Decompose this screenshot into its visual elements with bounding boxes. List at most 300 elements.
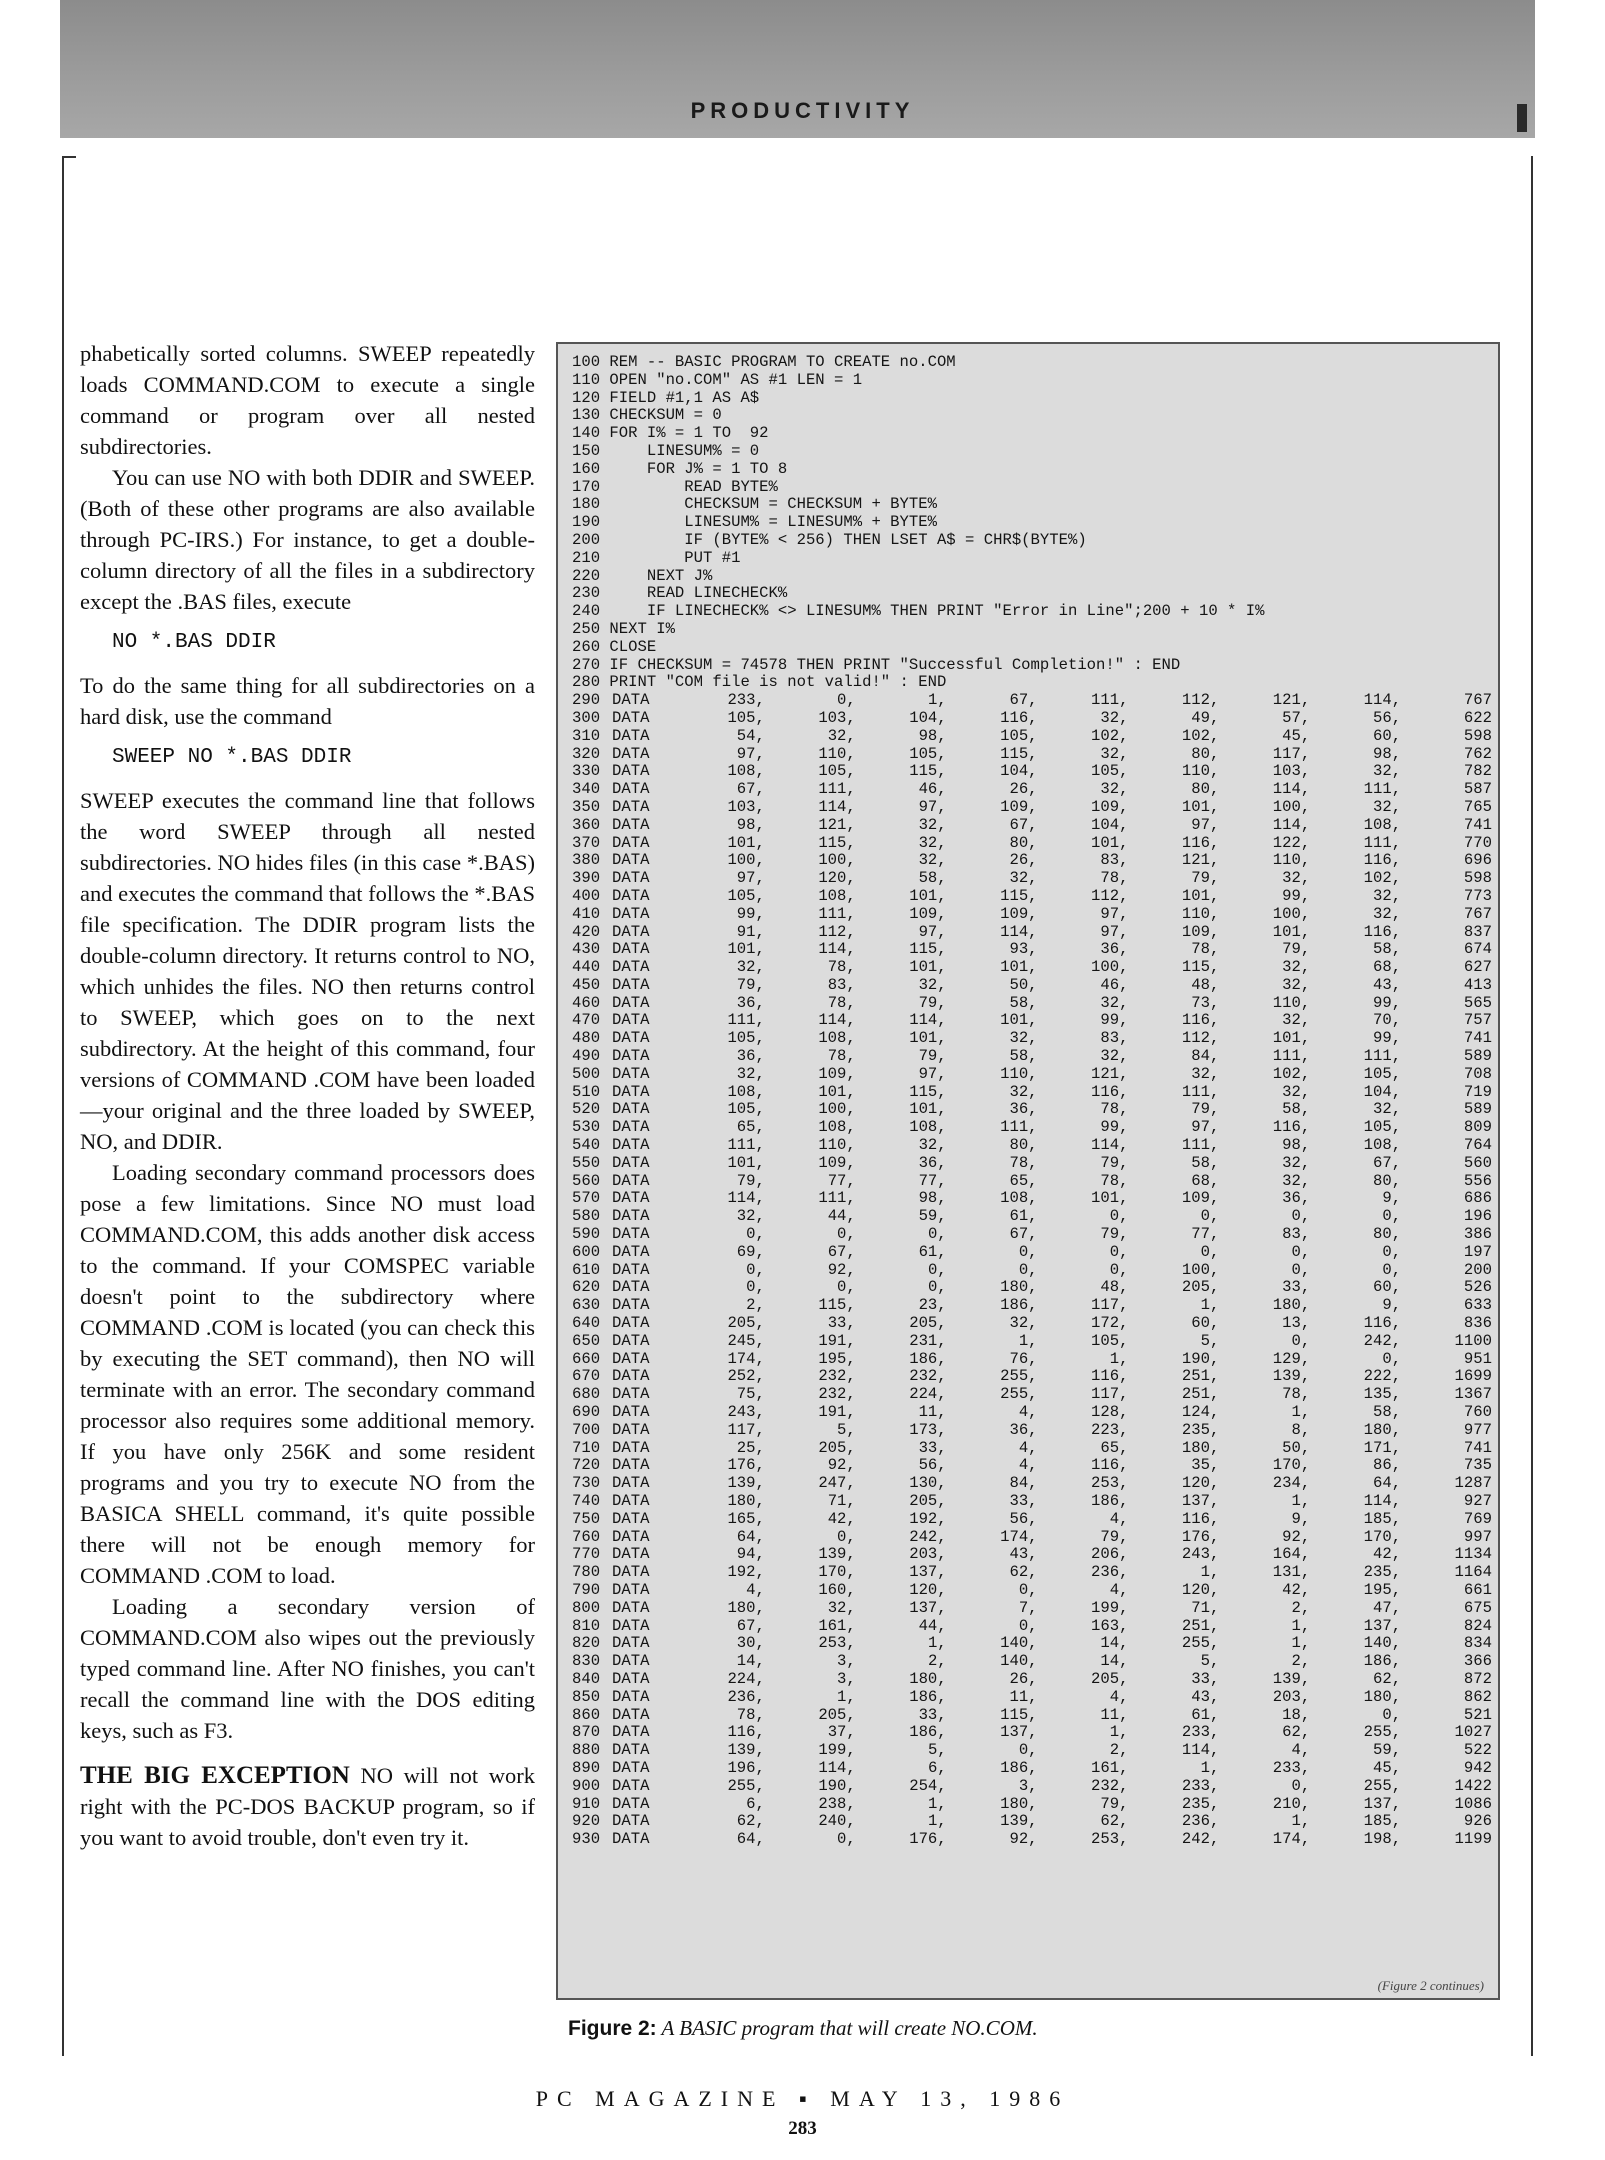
data-keyword: DATA (612, 1278, 650, 1297)
byte-value: 0, (1109, 1242, 1129, 1261)
byte-value: 255, (1363, 1723, 1402, 1742)
data-line (572, 906, 1492, 924)
data-line (572, 1618, 1492, 1636)
data-line (572, 1422, 1492, 1440)
byte-value: 205, (818, 1705, 856, 1724)
byte-value: 170, (818, 1563, 856, 1582)
byte-value: 5, (1200, 1331, 1220, 1350)
line-checksum: 587 (1463, 780, 1492, 799)
byte-value: 105, (1363, 1064, 1402, 1083)
byte-value: 1, (837, 1687, 856, 1706)
data-keyword: DATA (612, 1741, 650, 1760)
byte-value: 224, (727, 1669, 765, 1688)
byte-value: 180, (1363, 1687, 1402, 1706)
byte-value: 114, (818, 797, 856, 816)
byte-value: 37, (827, 1723, 856, 1742)
line-number: 650 (572, 1331, 601, 1350)
byte-value: 117, (1272, 744, 1311, 763)
byte-value: 0, (746, 1278, 765, 1297)
byte-value: 32, (1373, 886, 1402, 905)
byte-value: 174, (727, 1349, 765, 1368)
data-keyword: DATA (612, 1634, 650, 1653)
line-checksum: 760 (1463, 1403, 1492, 1422)
data-line (572, 692, 1492, 710)
byte-value: 92, (1009, 1830, 1038, 1849)
byte-value: 32, (1100, 1047, 1129, 1066)
line-number: 670 (572, 1367, 601, 1386)
section-title: PRODUCTIVITY (690, 98, 915, 123)
byte-value: 0, (1382, 1207, 1402, 1226)
byte-value: 190, (818, 1776, 856, 1795)
data-keyword: DATA (612, 886, 650, 905)
data-keyword: DATA (612, 1598, 650, 1617)
byte-value: 109, (1000, 797, 1038, 816)
code-line: 130 CHECKSUM = 0 (572, 406, 722, 425)
line-checksum: 197 (1463, 1242, 1492, 1261)
line-checksum: 661 (1463, 1580, 1492, 1599)
byte-value: 116, (1363, 922, 1402, 941)
data-line (572, 1582, 1492, 1600)
byte-value: 114, (818, 940, 856, 959)
byte-value: 42, (1282, 1580, 1311, 1599)
byte-value: 102, (1272, 1064, 1311, 1083)
byte-value: 139, (727, 1741, 765, 1760)
byte-value: 140, (1000, 1634, 1038, 1653)
section-heading-text: NO will not work right with the PC-DOS BACKUP program, so if you want to avoid trouble, don't even try it. (80, 1763, 535, 1850)
data-keyword: DATA (612, 691, 650, 710)
byte-value: 101, (1000, 1011, 1038, 1030)
byte-value: 129, (1272, 1349, 1311, 1368)
byte-value: 186, (1363, 1652, 1402, 1671)
byte-value: 67, (1009, 815, 1038, 834)
line-number: 800 (572, 1598, 601, 1617)
byte-value: 4, (1109, 1687, 1129, 1706)
byte-value: 60, (1373, 726, 1402, 745)
byte-value: 160, (818, 1580, 856, 1599)
data-line (572, 1244, 1492, 1262)
byte-value: 238, (818, 1794, 856, 1813)
line-checksum: 977 (1463, 1420, 1492, 1439)
data-keyword: DATA (612, 1331, 650, 1350)
code-line: 260 CLOSE (572, 637, 657, 656)
byte-value: 180, (1363, 1420, 1402, 1439)
data-line (572, 1333, 1492, 1351)
byte-value: 111, (1363, 833, 1402, 852)
line-number: 660 (572, 1349, 601, 1368)
byte-value: 165, (727, 1509, 765, 1528)
byte-value: 97, (1191, 1118, 1220, 1137)
byte-value: 112, (1181, 691, 1220, 710)
byte-value: 32, (827, 726, 856, 745)
byte-value: 105, (727, 886, 765, 905)
line-number: 450 (572, 975, 601, 994)
byte-value: 78, (1009, 1153, 1038, 1172)
byte-value: 199, (1091, 1598, 1129, 1617)
byte-value: 243, (727, 1403, 765, 1422)
data-keyword: DATA (612, 762, 650, 781)
byte-value: 1, (1200, 1296, 1220, 1315)
data-line (572, 817, 1492, 835)
byte-value: 251, (1181, 1367, 1220, 1386)
byte-value: 44, (827, 1207, 856, 1226)
byte-value: 233, (1181, 1776, 1220, 1795)
byte-value: 137, (1181, 1492, 1220, 1510)
byte-value: 105, (727, 1100, 765, 1119)
byte-value: 100, (818, 1100, 856, 1119)
byte-value: 210, (1272, 1794, 1311, 1813)
byte-value: 135, (1363, 1385, 1402, 1404)
byte-value: 105, (1000, 726, 1038, 745)
data-keyword: DATA (612, 1403, 650, 1422)
byte-value: 111, (1181, 1082, 1220, 1101)
byte-value: 1, (927, 1634, 947, 1653)
data-keyword: DATA (612, 1509, 650, 1528)
byte-value: 43, (1009, 1545, 1038, 1564)
byte-value: 116, (1091, 1456, 1129, 1475)
byte-value: 104, (909, 708, 947, 727)
data-line (572, 1529, 1492, 1547)
byte-value: 111, (818, 904, 856, 923)
byte-value: 0, (927, 1225, 947, 1244)
byte-value: 0, (1200, 1207, 1220, 1226)
byte-value: 120, (1181, 1474, 1220, 1493)
line-checksum: 556 (1463, 1171, 1492, 1190)
byte-value: 26, (1009, 780, 1038, 799)
data-keyword: DATA (612, 780, 650, 799)
data-keyword: DATA (612, 1047, 650, 1066)
byte-value: 101, (909, 886, 947, 905)
data-keyword: DATA (612, 1367, 650, 1386)
byte-value: 0, (1291, 1207, 1311, 1226)
data-line (572, 1796, 1492, 1814)
byte-value: 99, (1373, 1029, 1402, 1048)
data-line (572, 781, 1492, 799)
line-checksum: 589 (1463, 1047, 1492, 1066)
byte-value: 116, (1181, 1509, 1220, 1528)
byte-value: 1, (1200, 1758, 1220, 1777)
byte-value: 32, (736, 1207, 765, 1226)
byte-value: 140, (1363, 1634, 1402, 1653)
byte-value: 1, (927, 1794, 947, 1813)
line-checksum: 741 (1463, 1438, 1492, 1457)
byte-value: 0, (1291, 1260, 1311, 1279)
byte-value: 120, (909, 1580, 947, 1599)
byte-value: 2, (1291, 1598, 1311, 1617)
byte-value: 0, (1382, 1705, 1402, 1724)
byte-value: 59, (1373, 1741, 1402, 1760)
byte-value: 108, (818, 1029, 856, 1048)
line-number: 400 (572, 886, 601, 905)
data-line (572, 941, 1492, 959)
byte-value: 4, (1018, 1456, 1038, 1475)
byte-value: 111, (1272, 1047, 1311, 1066)
byte-value: 235, (1363, 1563, 1402, 1582)
line-number: 700 (572, 1420, 601, 1439)
byte-value: 186, (1000, 1758, 1038, 1777)
line-checksum: 633 (1463, 1296, 1492, 1315)
code-line: 180 CHECKSUM = CHECKSUM + BYTE% (572, 495, 937, 514)
byte-value: 111, (727, 1136, 765, 1155)
line-number: 330 (572, 762, 601, 781)
byte-value: 67, (736, 1616, 765, 1635)
byte-value: 98, (918, 1189, 947, 1208)
byte-value: 65, (736, 1118, 765, 1137)
code-line: 280 PRINT "COM file is not valid!" : END (572, 673, 947, 692)
byte-value: 35, (1191, 1456, 1220, 1475)
right-border-rule (1531, 156, 1533, 2056)
byte-value: 104, (1091, 815, 1129, 834)
line-number: 630 (572, 1296, 601, 1315)
byte-value: 83, (1282, 1225, 1311, 1244)
data-line (572, 1262, 1492, 1280)
byte-value: 111, (1091, 691, 1129, 710)
line-number: 780 (572, 1563, 601, 1582)
byte-value: 109, (1000, 904, 1038, 923)
data-line (572, 1475, 1492, 1493)
byte-value: 36, (736, 993, 765, 1012)
byte-value: 32, (1100, 780, 1129, 799)
line-checksum: 764 (1463, 1136, 1492, 1155)
data-line (572, 1101, 1492, 1119)
byte-value: 180, (1000, 1278, 1038, 1297)
byte-value: 14, (736, 1652, 765, 1671)
byte-value: 60, (1373, 1278, 1402, 1297)
data-keyword: DATA (612, 940, 650, 959)
byte-value: 36, (1100, 940, 1129, 959)
byte-value: 116, (1181, 1011, 1220, 1030)
byte-value: 115, (909, 1082, 947, 1101)
byte-value: 105, (727, 708, 765, 727)
byte-value: 111, (727, 1011, 765, 1030)
byte-value: 243, (1181, 1545, 1220, 1564)
byte-value: 111, (1181, 1136, 1220, 1155)
byte-value: 32, (918, 975, 947, 994)
byte-value: 78, (1282, 1385, 1311, 1404)
byte-value: 116, (1363, 851, 1402, 870)
byte-value: 48, (1191, 975, 1220, 994)
byte-value: 79, (1100, 1225, 1129, 1244)
page-number: 283 (788, 2118, 817, 2139)
byte-value: 6, (746, 1794, 765, 1813)
byte-value: 100, (727, 851, 765, 870)
byte-value: 196, (727, 1758, 765, 1777)
byte-value: 71, (1191, 1598, 1220, 1617)
byte-value: 100, (818, 851, 856, 870)
byte-value: 109, (1181, 922, 1220, 941)
line-number: 530 (572, 1118, 601, 1137)
data-line (572, 1635, 1492, 1653)
byte-value: 49, (1191, 708, 1220, 727)
code-line: 250 NEXT I% (572, 619, 675, 638)
byte-value: 234, (1272, 1474, 1311, 1493)
byte-value: 100, (1181, 1260, 1220, 1279)
byte-value: 245, (727, 1331, 765, 1350)
byte-value: 97, (918, 922, 947, 941)
code-line: 170 READ BYTE% (572, 477, 778, 496)
byte-value: 30, (736, 1634, 765, 1653)
line-number: 560 (572, 1171, 601, 1190)
byte-value: 255, (1000, 1367, 1038, 1386)
byte-value: 54, (736, 726, 765, 745)
byte-value: 105, (818, 762, 856, 781)
data-keyword: DATA (612, 1669, 650, 1688)
byte-value: 115, (909, 940, 947, 959)
byte-value: 104, (1363, 1082, 1402, 1101)
line-number: 910 (572, 1794, 601, 1813)
byte-value: 251, (1181, 1616, 1220, 1635)
data-keyword: DATA (612, 1527, 650, 1546)
data-keyword: DATA (612, 1456, 650, 1475)
byte-value: 32, (827, 1598, 856, 1617)
line-number: 640 (572, 1314, 601, 1333)
byte-value: 232, (818, 1367, 856, 1386)
line-number: 480 (572, 1029, 601, 1048)
data-line (572, 1279, 1492, 1297)
byte-value: 71, (827, 1492, 856, 1510)
byte-value: 45, (1282, 726, 1311, 745)
byte-value: 11, (918, 1403, 947, 1422)
byte-value: 78, (827, 958, 856, 977)
byte-value: 101, (1272, 922, 1311, 941)
byte-value: 114, (727, 1189, 765, 1208)
byte-value: 114, (818, 1011, 856, 1030)
data-line (572, 1724, 1492, 1742)
byte-value: 83, (1100, 851, 1129, 870)
byte-value: 83, (1100, 1029, 1129, 1048)
byte-value: 13, (1282, 1314, 1311, 1333)
byte-value: 79, (1191, 869, 1220, 888)
article-paragraphs-1 (80, 338, 535, 617)
byte-value: 97, (918, 797, 947, 816)
byte-value: 247, (818, 1474, 856, 1493)
byte-value: 180, (1181, 1438, 1220, 1457)
byte-value: 186, (909, 1687, 947, 1706)
byte-value: 1, (1200, 1563, 1220, 1582)
byte-value: 101, (1181, 797, 1220, 816)
byte-value: 109, (1181, 1189, 1220, 1208)
byte-value: 48, (1100, 1278, 1129, 1297)
byte-value: 122, (1272, 833, 1311, 852)
line-checksum: 696 (1463, 851, 1492, 870)
line-number: 320 (572, 744, 601, 763)
line-checksum: 782 (1463, 762, 1492, 781)
line-number: 340 (572, 780, 601, 799)
byte-value: 56, (1373, 708, 1402, 727)
data-keyword: DATA (612, 1225, 650, 1244)
byte-value: 115, (1000, 1705, 1038, 1724)
byte-value: 191, (818, 1403, 856, 1422)
byte-value: 101, (1181, 886, 1220, 905)
byte-value: 121, (1091, 1064, 1129, 1083)
line-number: 420 (572, 922, 601, 941)
byte-value: 105, (727, 1029, 765, 1048)
byte-value: 32, (918, 815, 947, 834)
line-checksum: 927 (1463, 1492, 1492, 1510)
byte-value: 5, (927, 1741, 947, 1760)
article-paragraph: Loading secondary command processors does pose a few limitations. Since NO must load COMMAND.COM, this adds another disk access to the command. If your COMSPEC variable doesn't point to the subdirectory where COMMAND .COM is located (you can check this by executing the SET command), then NO will terminate with an error. The secondary command processor also requires some additional memory. If you have only 256K and some resident programs and you try to execute NO from the BASICA SHELL command, it's quite possible there will not be enough memory for COMMAND .COM to load. (80, 1160, 535, 1588)
line-number: 370 (572, 833, 601, 852)
byte-value: 232, (1091, 1776, 1129, 1795)
data-line (572, 799, 1492, 817)
byte-value: 32, (1282, 1082, 1311, 1101)
line-checksum: 767 (1463, 904, 1492, 923)
line-number: 860 (572, 1705, 601, 1724)
byte-value: 0, (1109, 1207, 1129, 1226)
data-line (572, 977, 1492, 995)
byte-value: 101, (1091, 833, 1129, 852)
byte-value: 236, (727, 1687, 765, 1706)
byte-value: 116, (1000, 708, 1038, 727)
byte-value: 205, (1091, 1669, 1129, 1688)
byte-value: 101, (727, 833, 765, 852)
byte-value: 92, (827, 1260, 856, 1279)
byte-value: 180, (1000, 1794, 1038, 1813)
line-checksum: 862 (1463, 1687, 1492, 1706)
data-line (572, 1707, 1492, 1725)
data-line (572, 1030, 1492, 1048)
data-line (572, 1173, 1492, 1191)
byte-value: 67, (736, 780, 765, 799)
data-line (572, 1386, 1492, 1404)
byte-value: 1, (1291, 1616, 1311, 1635)
byte-value: 32, (1282, 1153, 1311, 1172)
byte-value: 170, (1363, 1527, 1402, 1546)
data-line (572, 1066, 1492, 1084)
data-line (572, 1493, 1492, 1511)
byte-value: 58, (918, 869, 947, 888)
byte-value: 11, (1009, 1687, 1038, 1706)
byte-value: 32, (918, 833, 947, 852)
line-checksum: 622 (1463, 708, 1492, 727)
byte-value: 109, (1091, 797, 1129, 816)
line-checksum: 824 (1463, 1616, 1492, 1635)
data-line (572, 924, 1492, 942)
byte-value: 79, (918, 1047, 947, 1066)
byte-value: 36, (1282, 1189, 1311, 1208)
byte-value: 102, (1181, 726, 1220, 745)
data-line (572, 1368, 1492, 1386)
byte-value: 0, (927, 1260, 947, 1279)
byte-value: 180, (1272, 1296, 1311, 1315)
data-keyword: DATA (612, 1794, 650, 1813)
data-line (572, 1226, 1492, 1244)
line-number: 720 (572, 1456, 601, 1475)
byte-value: 0, (1018, 1616, 1038, 1635)
byte-value: 116, (1363, 1314, 1402, 1333)
byte-value: 32, (918, 1136, 947, 1155)
byte-value: 137, (1000, 1723, 1038, 1742)
byte-value: 110, (818, 1136, 856, 1155)
code-line: 100 REM -- BASIC PROGRAM TO CREATE no.COM (572, 353, 956, 371)
byte-value: 114, (1363, 691, 1402, 710)
byte-value: 33, (1191, 1669, 1220, 1688)
byte-value: 80, (1191, 744, 1220, 763)
line-checksum: 1100 (1454, 1331, 1492, 1350)
line-checksum: 1367 (1454, 1385, 1492, 1404)
byte-value: 3, (837, 1669, 856, 1688)
byte-value: 233, (1181, 1723, 1220, 1742)
byte-value: 62, (1100, 1812, 1129, 1831)
data-line (572, 1155, 1492, 1173)
data-keyword: DATA (612, 1758, 650, 1777)
byte-value: 110, (1272, 851, 1311, 870)
byte-value: 121, (1272, 691, 1311, 710)
data-line (572, 763, 1492, 781)
byte-value: 115, (1181, 958, 1220, 977)
line-checksum: 1699 (1454, 1367, 1492, 1386)
line-number: 680 (572, 1385, 601, 1404)
byte-value: 105, (909, 744, 947, 763)
